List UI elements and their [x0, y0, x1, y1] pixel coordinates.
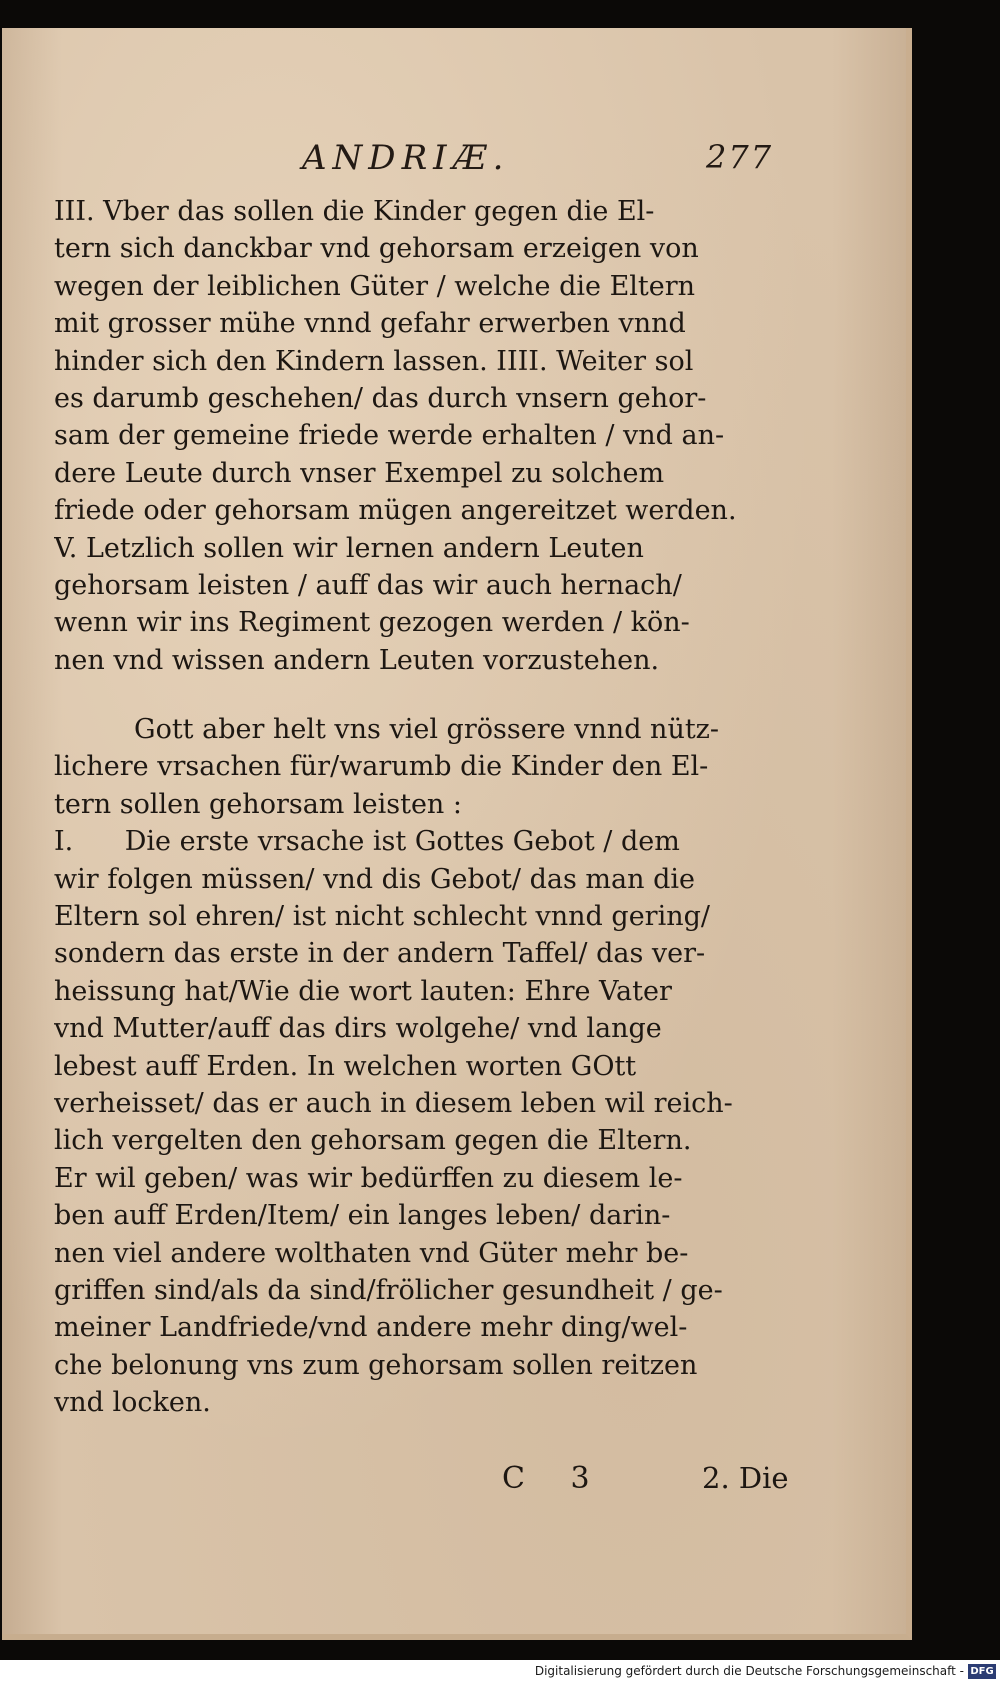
text-line: wegen der leiblichen Güter / welche die Eltern: [54, 270, 696, 302]
text-line: Gott aber helt vns viel grössere vnnd nütz-: [134, 714, 720, 746]
text-line: III. Vber das sollen die Kinder gegen die El-: [54, 196, 655, 227]
text-line: nen vnd wissen andern Leuten vorzustehen.: [54, 644, 660, 676]
text-line: mit grosser mühe vnnd gefahr erwerben vnnd: [54, 308, 686, 340]
text-line: V. Letzlich sollen wir lernen andern Leuten: [54, 532, 644, 564]
text-line: wir folgen müssen/ vnd dis Gebot/ das man die: [54, 863, 695, 895]
text-line: es darumb geschehen/ das durch vnsern gehor-: [54, 382, 707, 414]
text-line: ben auff Erden/Item/ ein langes leben/ darin-: [54, 1200, 671, 1232]
signature-mark: C 3: [502, 1461, 608, 1496]
text-line: hinder sich den Kindern lassen. IIII. Weiter sol: [54, 345, 694, 377]
text-line: nen viel andere wolthaten vnd Güter mehr be-: [54, 1237, 689, 1269]
text-line: dere Leute durch vnser Exempel zu solchem: [54, 457, 665, 489]
paragraph-2: [54, 711, 802, 1421]
text-line: tern sollen gehorsam leisten :: [54, 788, 462, 820]
text-line: verheisset/ das er auch in diesem leben wil reich-: [54, 1087, 733, 1119]
text-line: vnd Mutter/auff das dirs wolgehe/ vnd lange: [54, 1013, 662, 1045]
text-line: che belonung vns zum gehorsam sollen reitzen: [54, 1349, 698, 1381]
text-line: tern sich danckbar vnd gehorsam erzeigen von: [54, 233, 699, 265]
text-line: heissung hat/Wie die wort lauten: Ehre Vater: [54, 975, 672, 1007]
text-line: vnd locken.: [54, 1387, 211, 1419]
text-line: gehorsam leisten / auff das wir auch hernach/: [54, 569, 682, 601]
text-line: wenn wir ins Regiment gezogen werden / kön-: [54, 607, 690, 639]
text-line: sondern das erste in der andern Taffel/ das ver-: [54, 938, 706, 970]
text-line: friede oder gehorsam mügen angereitzet werden.: [54, 495, 737, 527]
book-page: [2, 28, 912, 1640]
dfg-logo-icon: DFG: [968, 1664, 996, 1679]
credit-text: Digitalisierung gefördert durch die Deutsche Forschungsgemeinschaft -: [534, 1664, 964, 1678]
catchword: 2. Die: [702, 1461, 789, 1495]
text-line: I. Die erste vrsache ist Gottes Gebot / dem: [54, 826, 680, 858]
text-line: griffen sind/als da sind/frölicher gesundheit / ge-: [54, 1274, 723, 1306]
page-header: [2, 130, 906, 180]
body-text: [54, 193, 802, 1422]
running-title: ANDRIÆ.: [302, 138, 510, 178]
page-number: 277: [706, 138, 774, 176]
page-footer: [2, 1457, 906, 1507]
text-line: lich vergelten den gehorsam gegen die Eltern.: [54, 1125, 692, 1157]
text-line: sam der gemeine friede werde erhalten / vnd an-: [54, 420, 725, 452]
text-line: meiner Landfriede/vnd andere mehr ding/wel-: [54, 1312, 688, 1344]
text-line: lebest auff Erden. In welchen worten GOtt: [54, 1050, 637, 1082]
paragraph-1: [54, 193, 802, 679]
credit-bar: [0, 1660, 1000, 1684]
text-line: Eltern sol ehren/ ist nicht schlecht vnnd gering/: [54, 901, 710, 933]
text-line: Er wil geben/ was wir bedürffen zu diesem le-: [54, 1162, 683, 1194]
text-line: lichere vrsachen für/warumb die Kinder den El-: [54, 751, 709, 783]
paragraph-gap: [54, 679, 802, 711]
